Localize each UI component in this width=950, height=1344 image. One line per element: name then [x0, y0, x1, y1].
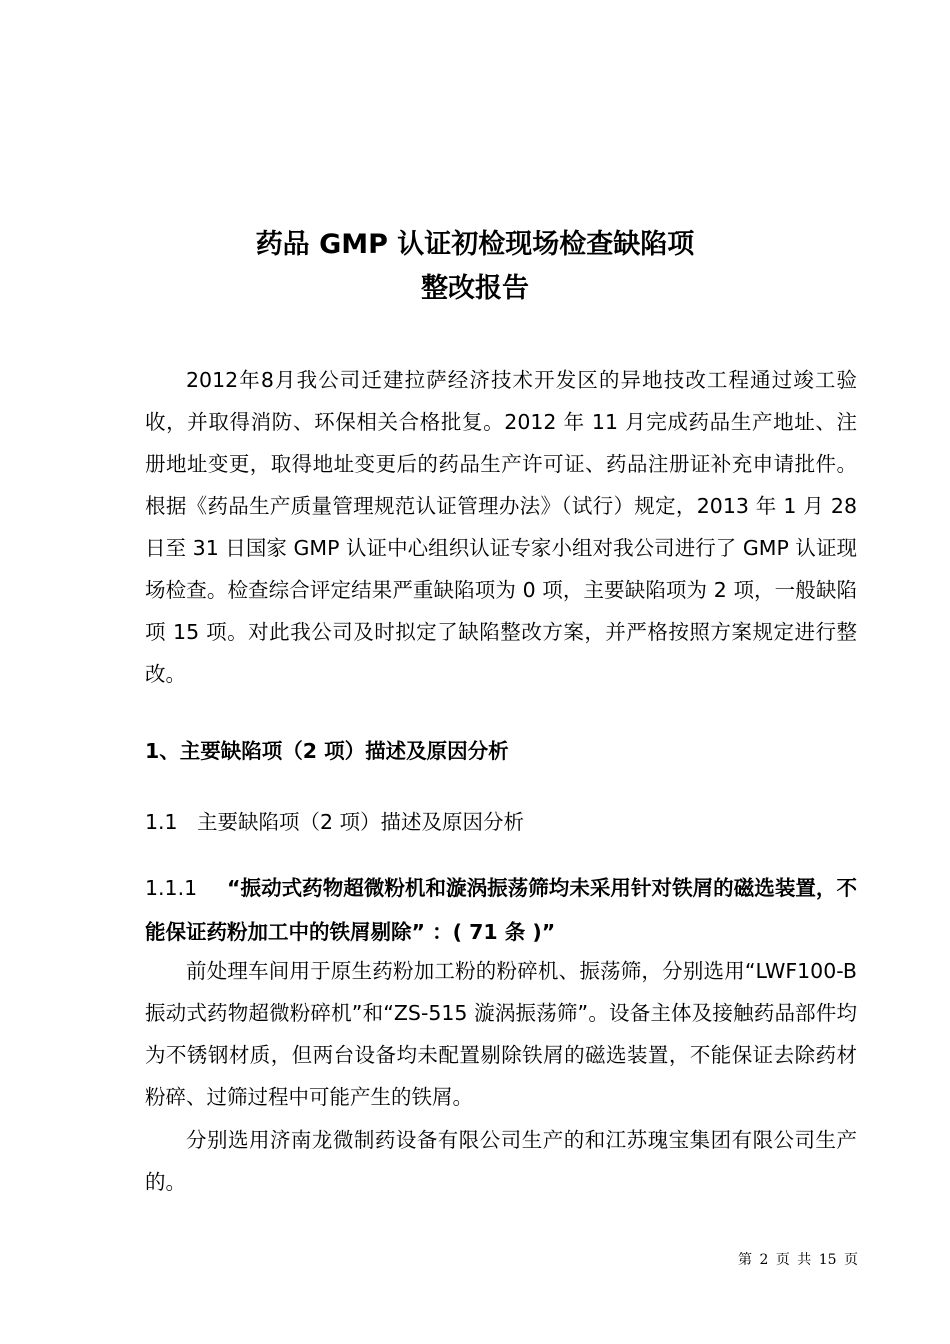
intro-paragraph-text: 2012年8月我公司迁建拉萨经济技术开发区的异地技改工程通过竣工验收，并取得消防、环保相关合格批复。2012 年 11 月完成药品生产地址、注册地址变更，取得地址变更后的药品生产许可证、药品注册证补充申请批件。根据《药品生产质量管理规范认证管理办法》（试行）规定，2013 年 1 月 28 日至 31 日国家 GMP 认证中心组织认证专家小组对我公司进行了 GMP 认证现场检查。检查综合评定结果严重缺陷项为 0 项，主要缺陷项为 2 项，一般缺陷项 15 项。对此我公司及时拟定了缺陷整改方案，并严格按照方案规定进行整改。 [145, 368, 857, 686]
paragraph-2-text: 前处理车间用于原生药粉加工粉的粉碎机、振荡筛，分别选用“LWF100-B 振动式药物超微粉碎机”和“ZS-515 漩涡振荡筛”。设备主体及接触药品部件均为不锈钢材质，但两台设备均未配置剔除铁屑的磁选装置，不能保证去除药材粉碎、过筛过程中可能产生的铁屑。 [145, 959, 857, 1109]
section-1-1-1-text: “振动式药物超微粉机和漩涡振荡筛均未采用针对铁屑的磁选装置，不能保证药粉加工中的铁屑剔除” ：( 71 条 )” [145, 876, 857, 944]
section-1-1-heading [145, 805, 524, 835]
section-1-1-1-heading [145, 866, 857, 954]
paragraph-2 [145, 950, 857, 1118]
document-subtitle: 整改报告 [421, 273, 529, 304]
section-1-1-number: 1.1 [145, 810, 178, 834]
section-1-1-1-number: 1.1.1 [145, 876, 198, 900]
section-1-heading: 1、主要缺陷项（2 项）描述及原因分析 [145, 739, 509, 763]
paragraph-3-text: 分别选用济南龙微制药设备有限公司生产的和江苏瑰宝集团有限公司生产的。 [145, 1128, 857, 1194]
section-1-1-text: 主要缺陷项（2 项）描述及原因分析 [197, 810, 525, 834]
intro-paragraph [145, 359, 857, 695]
paragraph-3 [145, 1119, 857, 1203]
document-title: 药品 GMP 认证初检现场检查缺陷项 [255, 229, 695, 260]
page-footer: 第 2 页 共 15 页 [738, 1252, 858, 1268]
